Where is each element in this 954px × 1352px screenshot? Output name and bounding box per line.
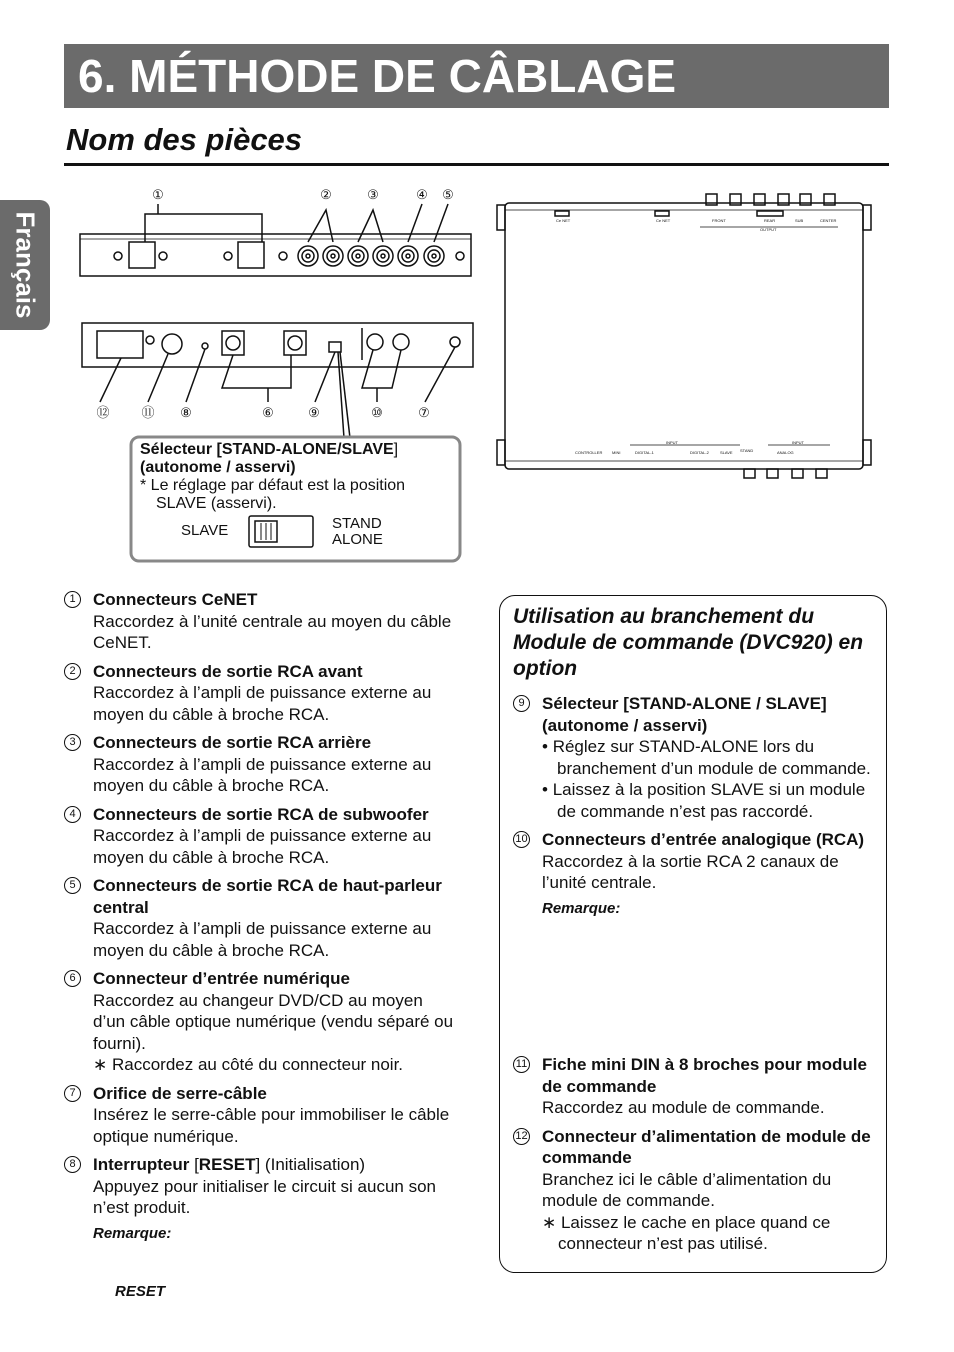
callout-number: ⑦ (418, 405, 430, 420)
item-number: 12 (513, 1128, 530, 1145)
list-item: 5 Connecteurs de sortie RCA de haut-parleur central Raccordez à l’ampli de puissance externe au moyen du câble à broche RCA. (64, 875, 459, 961)
svg-text:CENTER: CENTER (820, 218, 837, 223)
right-column (513, 693, 873, 926)
remark-label: Remarque: (542, 899, 621, 917)
svg-text:INPUT: INPUT (666, 440, 678, 445)
svg-text:OUTPUT: OUTPUT (760, 227, 777, 232)
item-number: 8 (64, 1156, 81, 1173)
callout-number: ⑪ (141, 405, 155, 420)
svg-text:Ce NET: Ce NET (556, 218, 571, 223)
svg-text:REAR: REAR (764, 218, 776, 223)
svg-text:MINI: MINI (612, 450, 621, 455)
section-title: Nom des pièces (66, 122, 303, 157)
callout-text (140, 441, 455, 513)
list-item: 7 Orifice de serre-câble Insérez le serre-câble pour immobiliser le câble optique numérique. (64, 1083, 459, 1148)
callout-number: ⑨ (308, 405, 320, 420)
callout-number: ⑤ (442, 187, 454, 202)
callout-title-line2: (autonome / asservi) (140, 459, 296, 476)
list-item: 9 Sélecteur [STAND-ALONE / SLAVE] (autonome / asservi) • Réglez sur STAND-ALONE lors du branchement d’un module de commande. • Laissez à la position SLAVE si un module de commande n’est pas raccordé. (513, 693, 873, 822)
svg-text:SUB: SUB (795, 218, 804, 223)
right-column-lower (513, 1054, 873, 1262)
list-item: 1 Connecteurs CeNET Raccordez à l’unité centrale au moyen du câble CeNET. (64, 589, 459, 654)
list-item: 8 Interrupteur [RESET] (Initialisation) Appuyez pour initialiser le circuit si aucun son n’est produit. Remarque: (64, 1154, 459, 1244)
list-item: 12 Connecteur d’alimentation de module de commande Branchez ici le câble d’alimentation du module de commande. ∗ Laissez le cache en place quand ce connecteur n’est pas utilisé. (513, 1126, 873, 1255)
item-number: 1 (64, 591, 81, 608)
svg-text:SLAVE: SLAVE (720, 450, 733, 455)
list-item: 3 Connecteurs de sortie RCA arrière Raccordez à l’ampli de puissance externe au moyen du câble à broche RCA. (64, 732, 459, 797)
svg-text:STAND: STAND (740, 448, 754, 453)
list-item: 4 Connecteurs de sortie RCA de subwoofer Raccordez à l’ampli de puissance externe au moyen du câble à broche RCA. (64, 804, 459, 869)
slave-label: SLAVE (181, 522, 229, 539)
box-title: Utilisation au branchement du Module de commande (DVC920) en option (513, 605, 864, 680)
list-item: 6 Connecteur d’entrée numérique Raccordez au changeur DVD/CD au moyen d’un câble optique numérique (vendu séparé ou fourni). ∗ Raccordez au côté du connecteur noir. (64, 968, 459, 1076)
callout-number: ② (320, 187, 332, 202)
callout-number: ⑩ (371, 405, 383, 420)
reset-label: RESET (115, 1283, 166, 1300)
stand-alone-label: STAND ALONE (332, 515, 383, 548)
item-number: 10 (513, 831, 530, 848)
callout-note: * Le réglage par défaut est la position SLAVE (asservi). (140, 477, 406, 512)
item-number: 11 (513, 1056, 530, 1073)
list-item: 2 Connecteurs de sortie RCA avant Raccordez à l’ampli de puissance externe au moyen du câble à broche RCA. (64, 661, 459, 726)
svg-text:FRONT: FRONT (712, 218, 726, 223)
list-item: 10 Connecteurs d’entrée analogique (RCA) Raccordez à la sortie RCA 2 canaux de l’unité centrale. Remarque: (513, 829, 873, 919)
list-item: 11 Fiche mini DIN à 8 broches pour module de commande Raccordez au module de commande. (513, 1054, 873, 1119)
callout-number: ④ (416, 187, 428, 202)
top-panel (80, 204, 471, 276)
bottom-panel (82, 323, 473, 438)
svg-text:DIGITAL-1: DIGITAL-1 (635, 450, 654, 455)
item-number: 9 (513, 695, 530, 712)
callout-number: ⑧ (180, 405, 192, 420)
chapter-header: 6. MÉTHODE DE CÂBLAGE (64, 44, 889, 108)
svg-text:DIGITAL-2: DIGITAL-2 (690, 450, 709, 455)
left-column (64, 589, 459, 1251)
svg-text:Ce NET: Ce NET (656, 218, 671, 223)
top-numbers (152, 187, 454, 202)
item-number: 4 (64, 806, 81, 823)
section-rule (64, 163, 889, 166)
item-number: 6 (64, 970, 81, 987)
item-number: 2 (64, 663, 81, 680)
callout-number: ① (152, 187, 164, 202)
item-number: 5 (64, 877, 81, 894)
item-number: 7 (64, 1085, 81, 1102)
callout-number: ③ (367, 187, 379, 202)
callout-number: ⑥ (262, 405, 274, 420)
svg-text:ANALOG: ANALOG (777, 450, 794, 455)
callout-number: ⑫ (96, 405, 110, 420)
bottom-numbers (96, 405, 429, 420)
callout-title: Sélecteur [STAND-ALONE/SLAVE] (140, 441, 399, 458)
language-tab-label: Français (10, 211, 41, 319)
svg-text:INPUT: INPUT (792, 440, 804, 445)
item-number: 3 (64, 734, 81, 751)
remark-label: Remarque: (93, 1224, 172, 1242)
unit-top-view (497, 194, 871, 478)
svg-text:CONTROLLER: CONTROLLER (575, 450, 603, 455)
